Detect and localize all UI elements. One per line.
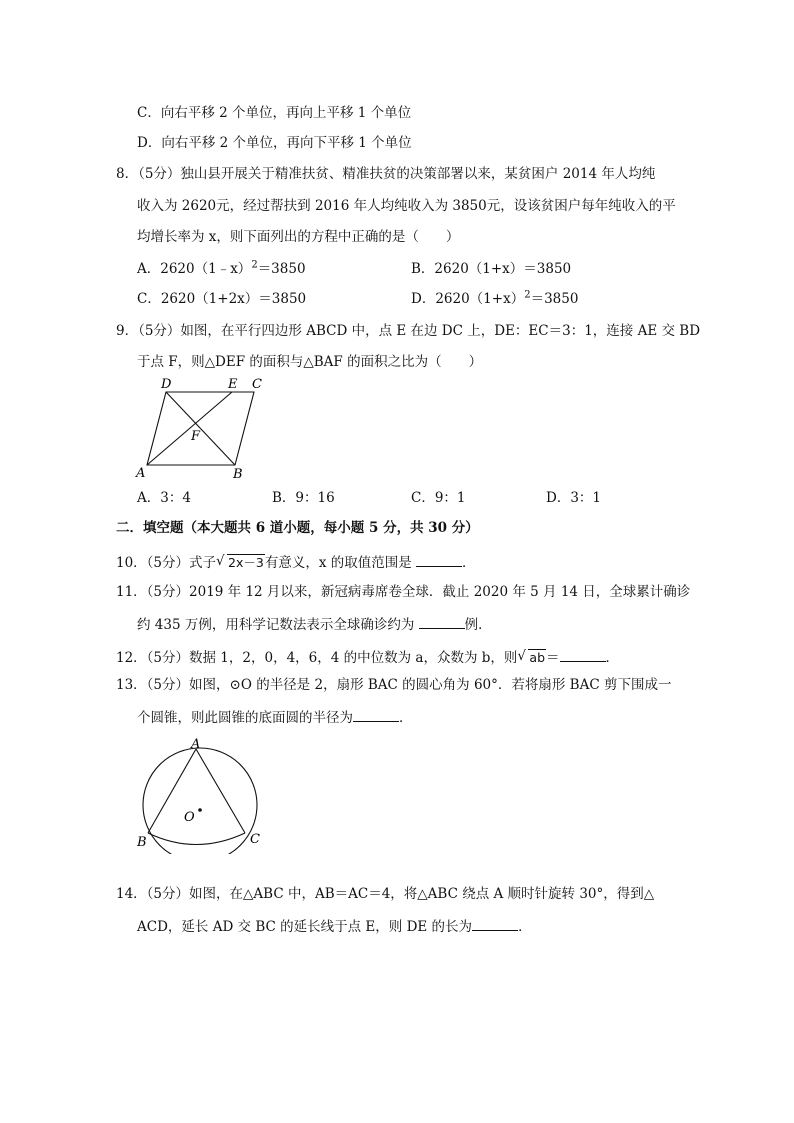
q8-option-a (137, 260, 306, 278)
label-f: F (191, 429, 201, 444)
q14-end: ． (518, 919, 532, 935)
q9-option-d: D．3：1 (546, 490, 602, 506)
q12-sqrt-expression (517, 649, 546, 667)
q12-stem (116, 647, 619, 667)
q14-answer-blank[interactable] (472, 916, 518, 931)
q13-text-pre: 个圆锥，则此圆锥的底面圆的半径为 (137, 710, 353, 726)
label-a: A (191, 737, 201, 752)
q9-parallelogram-figure (130, 374, 270, 482)
sector-arc-bc (148, 833, 245, 845)
q8-option-d-exponent: 2 (524, 289, 531, 301)
q10-stem (116, 552, 476, 572)
q9-option-a: A．3：4 (137, 490, 191, 506)
segment-ae (147, 392, 232, 465)
q14-text-pre: ACD，延长 AD 交 BC 的延长线于点 E，则 DE 的长为 (137, 919, 473, 935)
section-fill-in-title: 二．填空题（本大题共 6 道小题，每小题 5 分，共 30 分） (116, 520, 479, 536)
label-c: C (250, 832, 260, 847)
q12-end: ． (605, 650, 620, 666)
q11-stem-line2 (137, 614, 492, 634)
center-point-o (198, 808, 202, 812)
q8-option-a-rhs: ＝3850 (257, 261, 306, 277)
q8-option-a-text: A．2620（1﹣x） (137, 261, 252, 277)
q14-stem-line1: 14．（5分）如图，在△ABC 中，AB＝AC＝4，将△ABC 绕点 A 顺时针旋转 30°，得到△ (116, 886, 655, 902)
q13-answer-blank[interactable] (353, 707, 399, 722)
label-a: A (136, 466, 146, 481)
diagonal-db (166, 392, 235, 465)
q9-option-b: B．9：16 (272, 490, 335, 506)
q10-text-pre: 10．（5分）式子 (116, 555, 217, 571)
q8-stem-line1: 8．（5分）独山县开展关于精准扶贫、精准扶贫的决策部署以来，某贫困户 2014 年人均纯 (116, 166, 656, 182)
q7-option-d: D．向右平移 2 个单位，再向下平移 1 个单位 (137, 135, 412, 151)
q11-text-post: 例． (464, 617, 492, 633)
q12-text-pre: 12．（5分）数据 1，2，0，4，6，4 的中位数为 a，众数为 b，则 (116, 650, 518, 666)
q9-stem-line1: 9．（5分）如图，在平行四边形 ABCD 中，点 E 在边 DC 上，DE：EC＝3：1，连接 AE 交 BD (116, 323, 701, 339)
q8-option-d (411, 290, 578, 308)
q13-stem-line1: 13．（5分）如图，⊙O 的半径是 2，扇形 BAC 的圆心角为 60°．若将扇形 BAC 剪下围成一 (116, 677, 672, 693)
label-c: C (252, 377, 262, 392)
q10-text-post: 有意义，x 的取值范围是 (264, 555, 412, 571)
radical-sign-icon: √ (517, 648, 527, 664)
q10-radicand: 2x－3 (228, 555, 264, 570)
q8-option-b: B．2620（1+x）＝3850 (411, 261, 572, 277)
q10-sqrt-expression (216, 554, 265, 572)
q13-stem-line2 (137, 707, 413, 727)
q8-option-d-rhs: ＝3850 (530, 291, 579, 307)
q13-circle-sector-figure (130, 736, 280, 854)
q10-end: ． (462, 555, 476, 571)
q10-answer-blank[interactable] (416, 552, 462, 567)
q12-radicand: ab (529, 650, 546, 665)
radical-sign-icon: √ (216, 553, 225, 569)
q8-option-d-text: D．2620（1+x） (411, 291, 525, 307)
q12-answer-blank[interactable] (560, 647, 606, 662)
q11-stem-line1: 11．（5分）2019 年 12 月以来，新冠病毒席卷全球．截止 2020 年 5 月 14 日，全球累计确诊 (116, 584, 691, 600)
q8-stem-line2: 收入为 2620元，经过帮扶到 2016 年人均纯收入为 3850元，设该贫困户每年纯收入的平 (137, 198, 676, 214)
q11-answer-blank[interactable] (419, 614, 465, 629)
label-e: E (228, 377, 238, 392)
label-b: B (233, 467, 243, 482)
q8-option-c: C．2620（1+2x）＝3850 (137, 291, 307, 307)
label-d: D (161, 377, 172, 392)
q8-option-a-exponent: 2 (251, 259, 258, 271)
q9-option-c: C．9：1 (411, 490, 466, 506)
q12-equals: ＝ (546, 650, 560, 666)
q9-stem-line2: 于点 F，则△DEF 的面积与△BAF 的面积之比为（ ） (137, 354, 483, 370)
label-b: B (137, 835, 147, 850)
q13-end: ． (399, 710, 413, 726)
label-o: O (184, 810, 195, 825)
q11-text-pre: 约 435 万例，用科学记数法表示全球确诊约为 (137, 617, 415, 633)
q7-option-c: C．向右平移 2 个单位，再向上平移 1 个单位 (137, 105, 412, 121)
q14-stem-line2 (137, 916, 532, 936)
q8-stem-line3: 均增长率为 x，则下面列出的方程中正确的是（ ） (137, 229, 460, 245)
